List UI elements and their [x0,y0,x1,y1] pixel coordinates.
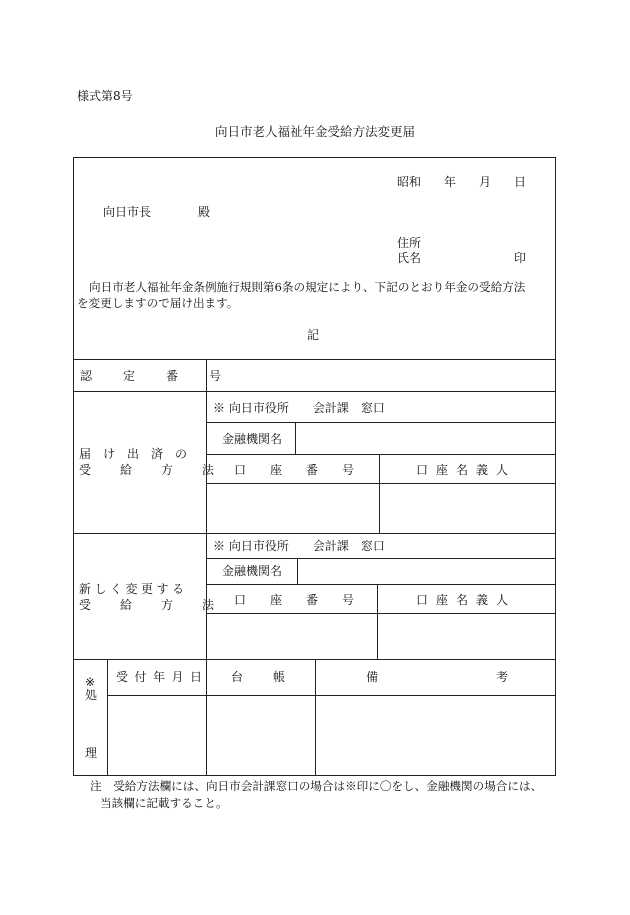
address-label: 住所 [397,236,422,250]
addressee-name: 向日市長 [103,205,152,219]
section1-label-line1: 届け出済の [79,447,200,461]
statement-line1: 向日市老人福祉年金条例施行規則第6条の規定により、下記のとおり年金の受給方法 [89,280,526,294]
year-label: 年 [443,175,456,189]
addressee-honorific: 殿 [198,205,211,219]
section1-bank-label: 金融機関名 [222,432,283,446]
ledger-label: 台帳 [231,670,316,684]
seal-mark: 印 [514,251,527,265]
statement-line2: を変更しますので届け出ます。 [77,296,239,310]
ki-label: 記 [307,328,320,342]
section2-bank-label: 金融機関名 [222,564,283,578]
processing-label-1: 処 [85,688,98,702]
form-number: 様式第8号 [77,89,133,103]
section2-label-line1: 新しく変更する [79,582,188,596]
processing-label-2: 理 [85,746,98,760]
note-line1: 注 受給方法欄には、向日市会計課窓口の場合は※印に〇をし、金融機関の場合には、 [90,779,543,793]
section2-account-holder-label: 口座名義人 [416,593,517,607]
section1-label-line2: 受給方法 [79,463,244,477]
era-label: 昭和 [397,175,422,189]
section1-city-option: ※ 向日市役所 会計課 窓口 [213,401,385,415]
section1-account-number-label: 口座番号 [234,463,379,477]
month-label: 月 [478,175,491,189]
nintei-label: 認定番号 [80,369,253,383]
form-title: 向日市老人福祉年金受給方法変更届 [214,124,415,139]
section2-account-number-label: 口座番号 [234,593,379,607]
date-line [397,176,526,188]
received-date-label: 受付年月日 [116,670,209,684]
section1-account-holder-label: 口座名義人 [416,463,517,477]
section2-city-option: ※ 向日市役所 会計課 窓口 [213,539,385,553]
note-line2: 当該欄に記載すること。 [100,796,228,810]
day-label: 日 [513,175,526,189]
processing-mark: ※ [85,675,96,689]
name-label: 氏名 [397,251,422,265]
remarks-label: 備考 [366,670,627,684]
section2-label-line2: 受給方法 [79,598,244,612]
